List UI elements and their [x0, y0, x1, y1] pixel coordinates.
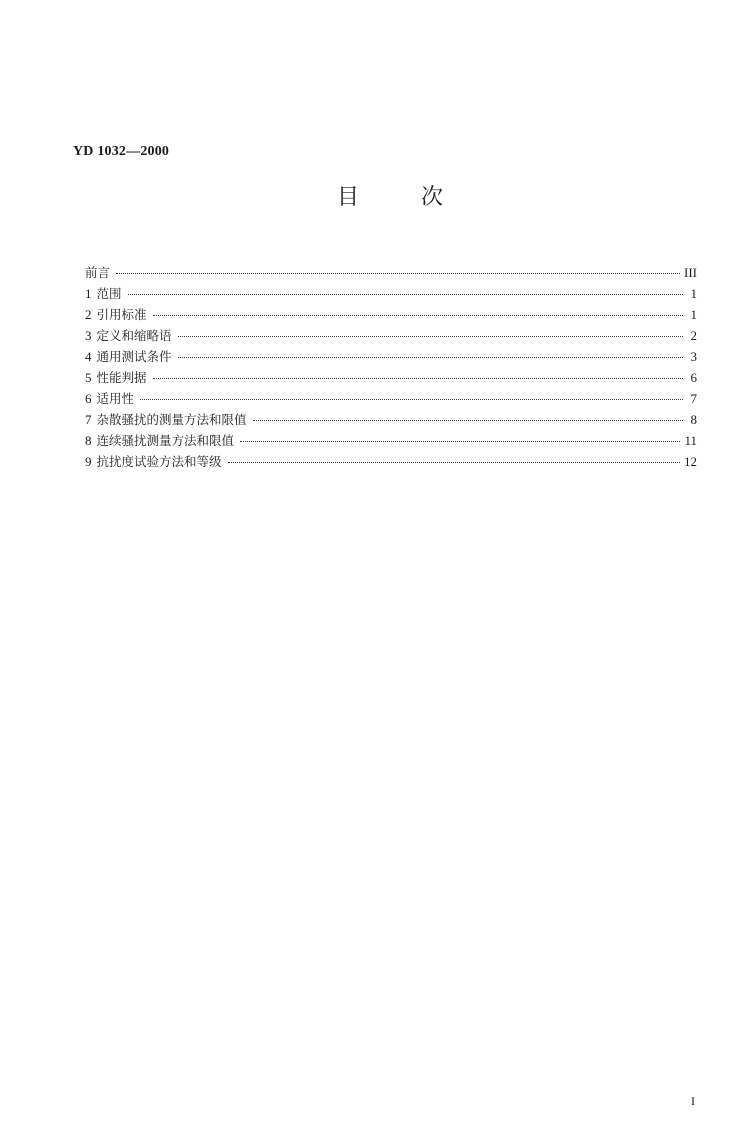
toc-entry-page: 11: [684, 433, 697, 448]
toc-entry-number: 8: [85, 433, 92, 448]
toc-leader-dots: [228, 462, 680, 463]
toc-title-char-2: 次: [421, 185, 444, 210]
toc-entry-label: 性能判据: [96, 370, 147, 385]
toc-leader-dots: [240, 441, 680, 442]
standard-code: YD 1032—2000: [73, 144, 170, 159]
toc-entry-page: 3: [690, 349, 697, 364]
toc-leader-dots: [253, 420, 683, 421]
toc-entry-4[interactable]: [85, 346, 697, 367]
toc-entry-label: 通用测试条件: [96, 349, 172, 364]
toc-leader-dots: [153, 378, 683, 379]
toc-entry-number: 1: [85, 286, 92, 301]
toc-leader-dots: [128, 294, 683, 295]
toc-entry-label: 适用性: [96, 391, 135, 406]
toc-entry-page: 8: [690, 412, 697, 427]
toc-leader-dots: [153, 315, 683, 316]
toc-entry-label: 杂散骚扰的测量方法和限值: [96, 412, 247, 427]
toc-entry-6[interactable]: [85, 388, 697, 409]
toc-entry-label: 引用标准: [96, 307, 147, 322]
toc-entry-number: 2: [85, 307, 92, 322]
toc-leader-dots: [178, 357, 683, 358]
toc-entry-label: 连续骚扰测量方法和限值: [96, 433, 235, 448]
toc-leader-dots: [140, 399, 683, 400]
toc-entry-number: 4: [85, 349, 92, 364]
toc-entry-page: 1: [690, 286, 697, 301]
toc-entry-number: 6: [85, 391, 92, 406]
toc-entry-number: 5: [85, 370, 92, 385]
toc-leader-dots: [178, 336, 683, 337]
toc-entry-number: 3: [85, 328, 92, 343]
page-number: I: [691, 1094, 695, 1108]
toc-entry-page: 1: [690, 307, 697, 322]
toc-list: [85, 262, 697, 472]
toc-entry-3[interactable]: [85, 325, 697, 346]
toc-entry-label: 前言: [85, 265, 111, 280]
toc-entry-label: 定义和缩略语: [96, 328, 172, 343]
toc-entry-preface[interactable]: [85, 262, 697, 283]
toc-entry-number: 9: [85, 454, 92, 469]
toc-entry-7[interactable]: [85, 409, 697, 430]
toc-entry-label: 范围: [96, 286, 122, 301]
toc-entry-label: 抗扰度试验方法和等级: [96, 454, 222, 469]
toc-entry-5[interactable]: [85, 367, 697, 388]
toc-entry-page: 6: [690, 370, 697, 385]
toc-entry-2[interactable]: [85, 304, 697, 325]
toc-entry-page: 2: [690, 328, 697, 343]
toc-entry-page: 7: [690, 391, 697, 406]
toc-entry-1[interactable]: [85, 283, 697, 304]
toc-entry-9[interactable]: [85, 451, 697, 472]
toc-entry-page: 12: [684, 454, 697, 469]
toc-entry-number: 7: [85, 412, 92, 427]
toc-leader-dots: [116, 273, 680, 274]
toc-entry-8[interactable]: [85, 430, 697, 451]
toc-title-char-1: 目: [337, 185, 360, 210]
toc-entry-page: III: [684, 265, 697, 280]
